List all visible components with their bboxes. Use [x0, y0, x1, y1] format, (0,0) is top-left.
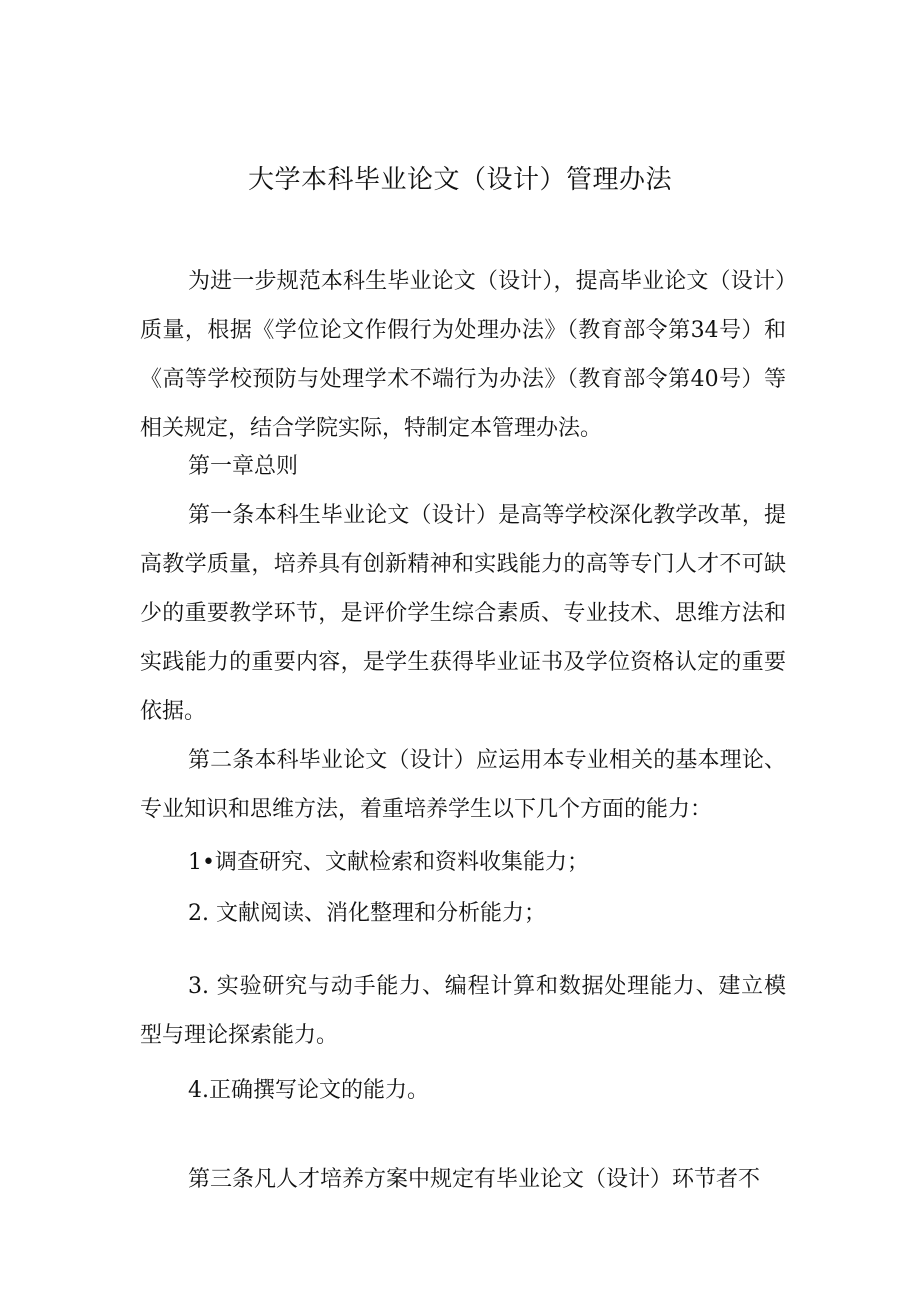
ability-item-4: 4.正确撰写论文的能力。 — [188, 1078, 429, 1103]
article-2-paragraph: 第二条本科毕业论文（设计）应运用本专业相关的基本理论、专业知识和思维方法，着重培养学生以下几个方面的能力： — [140, 748, 786, 822]
article-3-paragraph: 第三条凡人才培养方案中规定有毕业论文（设计）环节者不 — [188, 1167, 761, 1192]
chapter-heading: 第一章总则 — [188, 454, 299, 479]
ability-item-3: 3. 实验研究与动手能力、编程计算和数据处理能力、建立模型与理论探索能力。 — [140, 974, 786, 1048]
document-title: 大学本科毕业论文（设计）管理办法 — [247, 165, 672, 195]
article-1-paragraph: 第一条本科生毕业论文（设计）是高等学校深化教学改革，提高教学质量，培养具有创新精神和实践能力的高等专门人才不可缺少的重要教学环节，是评价学生综合素质、专业技术、思维方法和实践能力的重要内容，是学生获得毕业证书及学位资格认定的重要依据。 — [140, 503, 786, 724]
ability-item-1: 1•调查研究、文献检索和资料收集能力； — [188, 850, 589, 875]
preamble-paragraph: 为进一步规范本科生毕业论文（设计），提高毕业论文（设计）质量，根据《学位论文作假行为处理办法》（教育部令第34号）和《高等学校预防与处理学术不端行为办法》（教育部令第40号）等相关规定，结合学院实际，特制定本管理办法。 — [140, 269, 786, 441]
ability-item-2: 2. 文献阅读、消化整理和分析能力； — [188, 901, 546, 926]
